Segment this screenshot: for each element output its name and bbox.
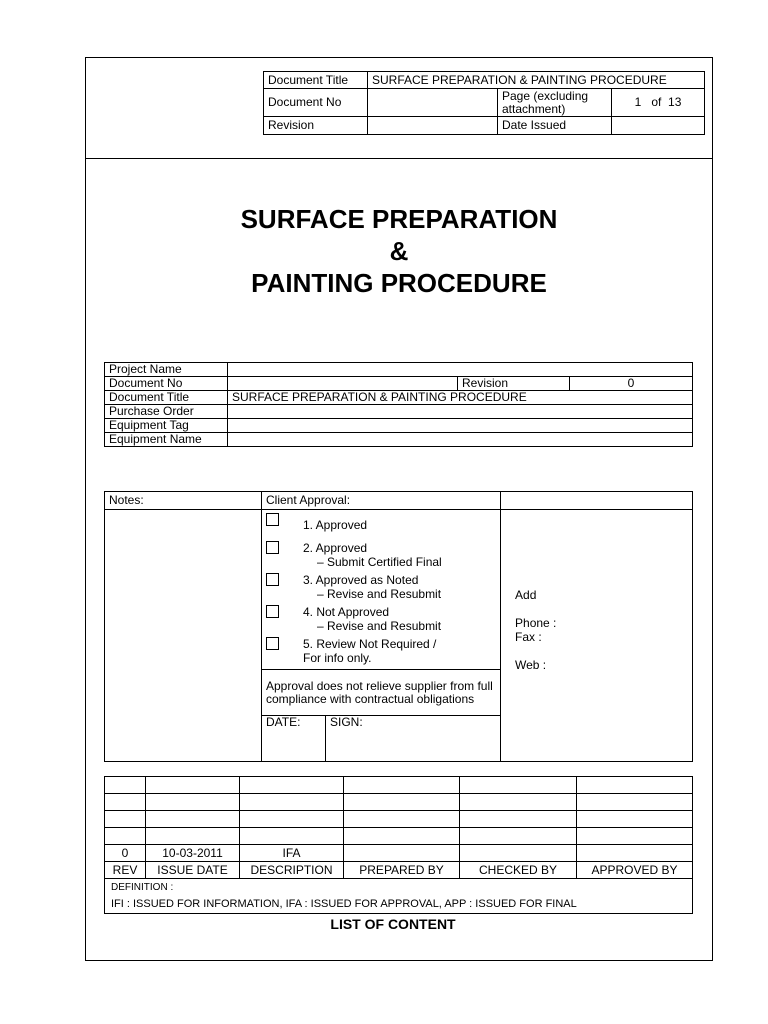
list-of-content-title: LIST OF CONTENT [330, 916, 456, 932]
document-header-table [263, 71, 705, 135]
approval-option-label: 2. Approved [303, 541, 368, 555]
contact-area [501, 510, 693, 762]
page-label: Page (excluding attachment) [498, 89, 612, 117]
table-cell [105, 794, 146, 811]
document-title [85, 203, 713, 299]
title-line-1: SURFACE PREPARATION [240, 204, 558, 234]
table-row [105, 845, 693, 862]
approval-option-sublabel: – Revise and Resubmit [317, 587, 442, 601]
table-cell [344, 828, 460, 845]
document-title-label: Document Title [105, 391, 228, 405]
approval-option-label: 5. Review Not Required / [303, 637, 437, 651]
revision-value [368, 117, 498, 135]
table-cell [460, 845, 577, 862]
table-cell [240, 811, 344, 828]
table-cell: IFA [240, 845, 344, 862]
table-cell [577, 845, 693, 862]
notes-area [105, 510, 262, 762]
contact-phone-label: Phone : [515, 616, 557, 630]
approval-option-sublabel: – Revise and Resubmit [317, 619, 442, 633]
checked-by-header: CHECKED BY [460, 862, 577, 879]
project-revision-value: 0 [570, 377, 693, 391]
description-header: DESCRIPTION [240, 862, 344, 879]
purchase-order-value [228, 405, 693, 419]
contact-fax-label: Fax : [515, 630, 542, 644]
approved-by-header: APPROVED BY [577, 862, 693, 879]
title-line-3: PAINTING PROCEDURE [251, 268, 547, 298]
table-cell [577, 811, 693, 828]
contact-add-label: Add [515, 588, 537, 602]
document-no-label: Document No [105, 377, 228, 391]
project-name-value [228, 363, 693, 377]
document-title-value: SURFACE PREPARATION & PAINTING PROCEDURE [228, 391, 693, 405]
table-row [105, 811, 693, 828]
table-cell [146, 777, 240, 794]
equipment-name-label: Equipment Name [105, 433, 228, 447]
definition-text: IFI : ISSUED FOR INFORMATION, IFA : ISSUED FOR APPROVAL, APP : ISSUED FOR FINAL [111, 898, 577, 910]
header-divider [85, 158, 713, 159]
table-cell [240, 794, 344, 811]
definition-cell [105, 879, 693, 914]
table-cell: 0 [105, 845, 146, 862]
title-line-2: & [389, 236, 409, 266]
approval-option-review-not-required[interactable] [266, 637, 496, 665]
page-of: of [651, 95, 662, 109]
table-cell [240, 777, 344, 794]
table-row [105, 828, 693, 845]
equipment-tag-value [228, 419, 693, 433]
table-cell [146, 794, 240, 811]
table-cell [460, 811, 577, 828]
doc-no-value [368, 89, 498, 117]
page-count [612, 89, 705, 117]
doc-no-label: Document No [264, 89, 368, 117]
revision-history-table [104, 776, 693, 914]
table-cell: 10-03-2011 [146, 845, 240, 862]
doc-title-value: SURFACE PREPARATION & PAINTING PROCEDURE [368, 72, 705, 89]
client-approval-label: Client Approval: [262, 492, 501, 510]
page-total: 13 [668, 95, 682, 109]
table-cell [105, 777, 146, 794]
table-cell [240, 828, 344, 845]
checkbox[interactable] [266, 573, 279, 586]
issue-date-header: ISSUE DATE [146, 862, 240, 879]
approval-option-sublabel: For info only. [303, 651, 372, 665]
prepared-by-header: PREPARED BY [344, 862, 460, 879]
equipment-tag-label: Equipment Tag [105, 419, 228, 433]
table-cell [460, 828, 577, 845]
contact-web-label: Web : [515, 658, 547, 672]
approval-option-not-approved[interactable] [266, 605, 496, 633]
date-issued-label: Date Issued [498, 117, 612, 135]
project-info-table [104, 362, 693, 447]
page-current: 1 [634, 95, 642, 109]
notes-label: Notes: [105, 492, 262, 510]
checkbox[interactable] [266, 513, 279, 526]
rev-header: REV [105, 862, 146, 879]
document-no-value [228, 377, 458, 391]
approval-option-approved-certified[interactable] [266, 541, 496, 569]
approval-option-label: 1. Approved [303, 518, 368, 532]
table-cell [344, 777, 460, 794]
approval-option-label: 3. Approved as Noted [303, 573, 419, 587]
sign-field[interactable] [326, 716, 501, 762]
doc-title-label: Document Title [264, 72, 368, 89]
approval-option-sublabel: – Submit Certified Final [317, 555, 442, 569]
approval-option-approved-noted[interactable] [266, 573, 496, 601]
project-revision-label: Revision [458, 377, 570, 391]
table-cell [105, 828, 146, 845]
checkbox[interactable] [266, 541, 279, 554]
checkbox[interactable] [266, 637, 279, 650]
table-cell [460, 794, 577, 811]
table-row [105, 777, 693, 794]
table-cell [344, 845, 460, 862]
table-row [105, 794, 693, 811]
revision-label: Revision [264, 117, 368, 135]
date-issued-value [612, 117, 705, 135]
date-label: DATE: [266, 715, 301, 729]
table-cell [146, 828, 240, 845]
table-cell [577, 777, 693, 794]
table-cell [344, 794, 460, 811]
sign-label: SIGN: [330, 715, 363, 729]
table-cell [105, 811, 146, 828]
approval-options [262, 510, 501, 670]
approval-option-approved[interactable] [266, 513, 496, 532]
definition-label: DEFINITION : [111, 882, 174, 893]
approval-table [104, 491, 693, 762]
project-name-label: Project Name [105, 363, 228, 377]
equipment-name-value [228, 433, 693, 447]
table-cell [577, 828, 693, 845]
approval-option-label: 4. Not Approved [303, 605, 390, 619]
purchase-order-label: Purchase Order [105, 405, 228, 419]
approval-header-blank [501, 492, 693, 510]
table-cell [460, 777, 577, 794]
table-cell [344, 811, 460, 828]
table-cell [146, 811, 240, 828]
table-cell [577, 794, 693, 811]
approval-disclaimer: Approval does not relieve supplier from full compliance with contractual obligations [262, 670, 501, 716]
date-field[interactable] [262, 716, 326, 762]
checkbox[interactable] [266, 605, 279, 618]
